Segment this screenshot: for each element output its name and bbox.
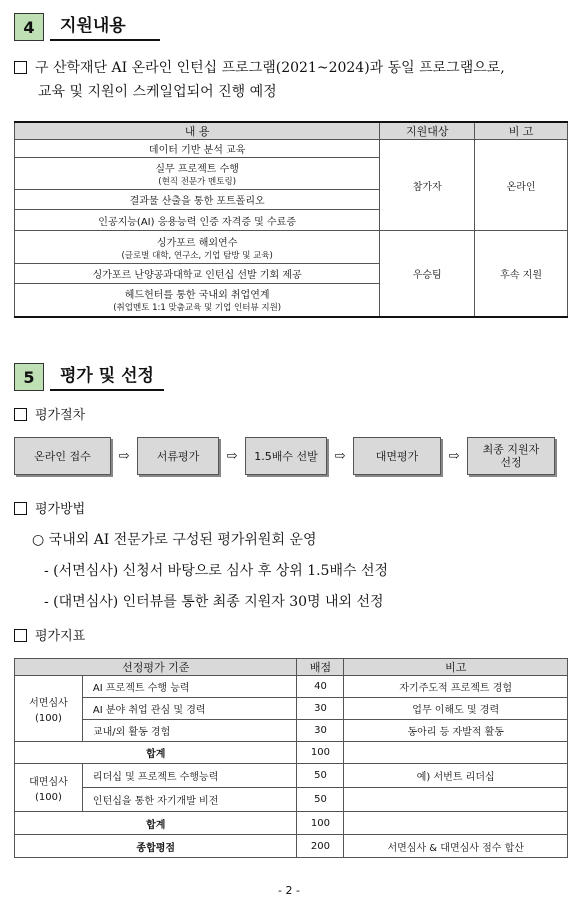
note-cell: 업무 이해도 및 경력 (344, 698, 568, 720)
score-cell: 30 (297, 698, 344, 720)
note-cell: 후속 지원 (475, 231, 568, 317)
total-value: 200 (297, 835, 344, 858)
col-header: 선정평가 기준 (15, 659, 297, 676)
checkbox-bullet (14, 61, 27, 74)
note-cell (344, 788, 568, 812)
target-cell: 우승팀 (380, 231, 475, 317)
interview-group-cell: 대면심사 (100) (15, 764, 83, 812)
table-cell: 싱가포르 난양공과대학교 인턴십 선발 기회 제공 (15, 264, 380, 284)
subtotal-label: 합계 (15, 812, 297, 835)
flow-step-final-selection: 최종 지원자 선정 (467, 437, 555, 475)
flow-step-online-application: 온라인 접수 (14, 437, 111, 475)
evaluation-procedure-flow (14, 437, 555, 475)
total-label: 종합평점 (15, 835, 297, 858)
procedure-label: 평가절차 (14, 404, 85, 428)
total-note: 서면심사 & 대면심사 점수 합산 (344, 835, 568, 858)
arrow-right-icon: ⇨ (448, 448, 460, 464)
section-title: 지원내용 (50, 11, 160, 41)
target-cell: 참가자 (380, 140, 475, 231)
flow-step-interview: 대면평가 (353, 437, 441, 475)
section-4-header (14, 11, 160, 41)
method-written: - (서면심사) 신청서 바탕으로 심사 후 상위 1.5배수 선정 (44, 563, 388, 579)
col-header: 비고 (344, 659, 568, 676)
checkbox-bullet (14, 629, 27, 642)
note-cell: 온라인 (475, 140, 568, 231)
note-cell: 동아리 등 자발적 활동 (344, 720, 568, 742)
score-cell: 50 (297, 764, 344, 788)
score-cell: 50 (297, 788, 344, 812)
criteria-cell: 교내/외 활동 경험 (82, 720, 297, 742)
subtotal-label: 합계 (15, 742, 297, 764)
table-cell: 헤드헌터를 통한 국내외 취업연계 (취업멘토 1:1 맞춤교육 및 기업 인터뷰 지원) (15, 284, 380, 317)
col-header: 배점 (297, 659, 344, 676)
section-4-description: 구 산학재단 AI 온라인 인턴십 프로그램(2021~2024)과 동일 프로그램으로, 교육 및 지원이 스케일업되어 진행 예정 (14, 56, 574, 104)
evaluation-criteria-table (14, 658, 568, 858)
flow-step-document-review: 서류평가 (137, 437, 219, 475)
score-cell: 40 (297, 676, 344, 698)
criteria-cell: 리더십 및 프로젝트 수행능력 (82, 764, 297, 788)
score-cell: 30 (297, 720, 344, 742)
method-interview: - (대면심사) 인터뷰를 통한 최종 지원자 30명 내외 선정 (44, 594, 384, 610)
arrow-right-icon: ⇨ (118, 448, 130, 464)
arrow-right-icon: ⇨ (226, 448, 238, 464)
subtotal-value: 100 (297, 742, 344, 764)
checkbox-bullet (14, 408, 27, 421)
flow-step-shortlist: 1.5배수 선발 (245, 437, 327, 475)
criteria-cell: AI 분야 취업 관심 및 경력 (82, 698, 297, 720)
table-cell: 실무 프로젝트 수행 (현직 전문가 멘토링) (15, 158, 380, 190)
arrow-right-icon: ⇨ (334, 448, 346, 464)
col-header: 내 용 (15, 122, 380, 140)
section-title: 평가 및 선정 (50, 361, 164, 391)
section-number: 4 (14, 13, 44, 41)
written-group-cell: 서면심사 (100) (15, 676, 83, 742)
criteria-cell: AI 프로젝트 수행 능력 (82, 676, 297, 698)
index-label: 평가지표 (14, 625, 85, 649)
table-cell: 싱가포르 해외연수 (글로벌 대학, 연구소, 기업 탐방 및 교육) (15, 231, 380, 264)
note-cell: 예) 서번트 리더십 (344, 764, 568, 788)
col-header: 비 고 (475, 122, 568, 140)
page-number: - 2 - (278, 884, 300, 897)
section-number: 5 (14, 363, 44, 391)
subtotal-value: 100 (297, 812, 344, 835)
table-cell: 결과물 산출을 통한 포트폴리오 (15, 190, 380, 210)
support-content-table (14, 121, 568, 318)
criteria-cell: 인턴십을 통한 자기개발 비전 (82, 788, 297, 812)
method-label: 평가방법 (14, 498, 85, 522)
section-5-header (14, 361, 164, 391)
note-cell: 자기주도적 프로젝트 경험 (344, 676, 568, 698)
col-header: 지원대상 (380, 122, 475, 140)
table-cell: 인공지능(AI) 응용능력 인증 자격증 및 수료증 (15, 210, 380, 231)
checkbox-bullet (14, 502, 27, 515)
table-cell: 데이터 기반 분석 교육 (15, 140, 380, 158)
method-main: ○ 국내외 AI 전문가로 구성된 평가위원회 운영 (32, 532, 317, 548)
